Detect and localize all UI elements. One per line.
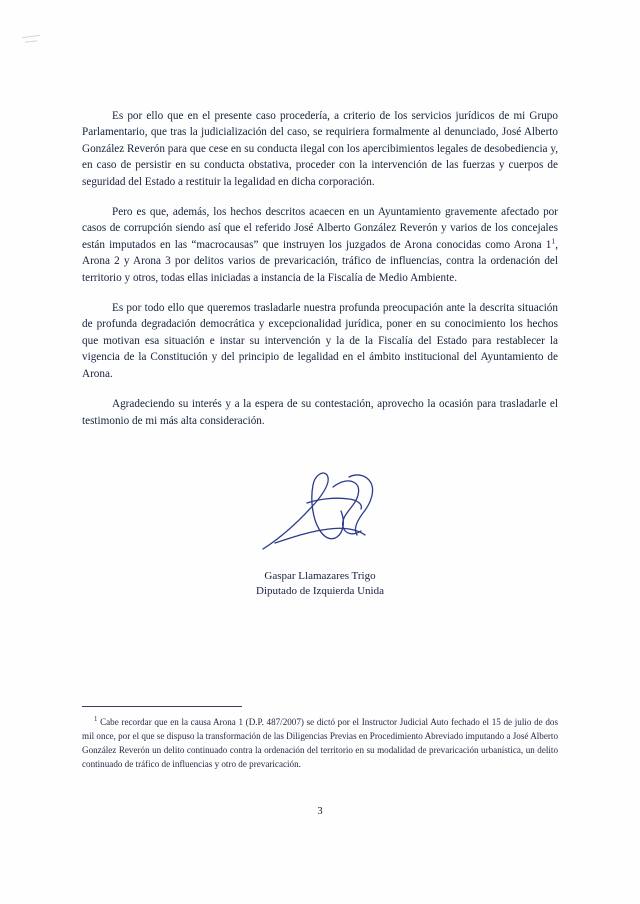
paragraph-2 [82,204,558,286]
corner-mark-stroke-2 [25,40,37,42]
page-corner-mark [22,36,48,50]
paragraph-2-part-1: Pero es que, además, los hechos descritos acaecen en un Ayuntamiento gravemente afectado por casos de corrupción siendo así que el referido José Alberto González Reverón y varios de los concejales están imputados en las “macrocausas” que instruyen los juzgados de Arona conocidas como Arona 1 [82,206,558,251]
signatory-title: Diputado de Izquierda Unida [256,584,384,597]
footnote-content: Cabe recordar que en la causa Arona 1 (D.P. 487/2007) se dictó por el Instructor Judicial Auto fechado el 15 de julio de dos mil once, por el que se dispuso la transformación de las Diligencias Previas en Procedimiento Abreviado imputando a José Alberto González Reverón un delito continuado contra la ordenación del territorio en su modalidad de prevaricación urbanística, un delito continuado de tráfico de influencias y otro de prevaricación. [82,717,558,769]
paragraph-2-part-2: , Arona 2 y Arona 3 por delitos varios de prevaricación, tráfico de influencias, contra la ordenación del territorio y otros, todas ellas iniciadas a instancia de la Fiscalía de Medio Ambiente. [82,238,558,284]
footnote-divider [82,706,242,707]
handwritten-signature [245,457,395,567]
footnote-body [82,715,558,771]
footnote-reference: 1 [551,236,556,246]
signature-block [82,457,558,607]
signature-name-block [82,569,558,599]
corner-mark-stroke-1 [22,35,40,38]
document-body [82,108,558,607]
paragraph-closing: Agradeciendo su interés y a la espera de su contestación, aprovecho la ocasión para trasladarle el testimonio de mi más alta consideración. [82,398,558,427]
paragraph-1: Es por ello que en el presente caso procedería, a criterio de los servicios jurídicos de mi Grupo Parlamentario, que tras la judicialización del caso, se requiriera formalmente al denunciado, José Alberto González Reverón para que cese en su conducta ilegal con los apercibimientos legales de desobediencia y, en caso de persistir en su conducta obstativa, proceder con la intervención de las fuerzas y cuerpos de seguridad del Estado a restituir la legalidad en dicha corporación. [82,110,558,188]
signatory-name: Gaspar Llamazares Trigo [264,569,376,582]
page-number: 3 [317,806,323,817]
footnote-section [82,706,558,771]
footnote-marker: 1 [94,715,98,723]
paragraph-3: Es por todo ello que queremos trasladarle nuestra profunda preocupación ante la descrita situación de profunda degradación democrática y excepcionalidad jurídica, poner en su conocimiento los hechos que motivan esa situación e instar su intervención y la de la Fiscalía del Estado para restablecer la vigencia de la Constitución y del principio de legalidad en el ámbito institucional del Ayuntamiento de Arona. [82,302,558,380]
